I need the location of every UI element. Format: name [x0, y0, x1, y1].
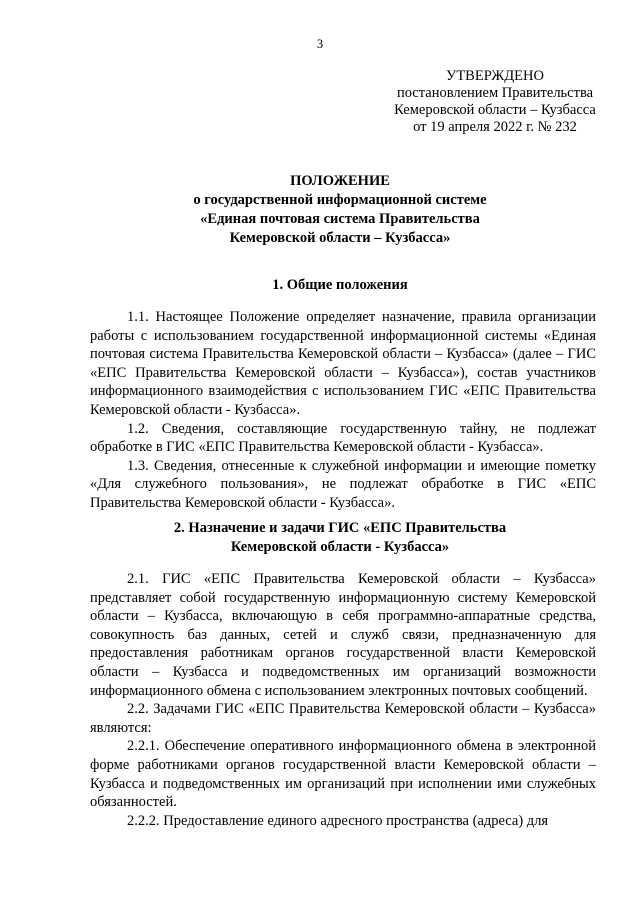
approval-stamp [380, 68, 610, 136]
title-line: «Единая почтовая система Правительства [200, 211, 480, 227]
section-heading-line: Кемеровской области - Кузбасса» [230, 539, 450, 555]
paragraph: 2.2.1. Обеспечение оперативного информационного обмена в электронной форме работниками органов государственной власти Кемеровской области – Кузбасса и подведомственных им организаций при исполнении ими служебных обязанностей. [90, 738, 596, 811]
paragraph: 1.1. Настоящее Положение определяет назначение, правила организации работы с использованием государственной информационной системы «Единая почтовая система Правительства Кемеровской области – Кузбасса» (далее – ГИС «ЕПС Правительства Кемеровской области – Кузбасса»), состав участников информационного взаимодействия с использованием ГИС «ЕПС Правительства Кемеровской области - Кузбасса». [90, 309, 596, 418]
paragraph: 2.1. ГИС «ЕПС Правительства Кемеровской области – Кузбасса» представляет собой государственную информационную систему Кемеровской области – Кузбасса, включающую в себя программно-аппаратные средства, совокупность баз данных, сетей и служб связи, предназначенную для предоставления работникам органов государственной власти Кемеровской области – Кузбасса и подведомственных им организаций возможности информационного обмена с использованием электронных почтовых сообщений. [90, 571, 596, 699]
section-1-heading [90, 276, 590, 295]
title-line: ПОЛОЖЕНИЕ [290, 173, 390, 189]
section-heading-line: 1. Общие положения [272, 277, 408, 293]
paragraph: 1.3. Сведения, отнесенные к служебной информации и имеющие пометку «Для служебного пользования», не подлежат обработке в ГИС «ЕПС Правительства Кемеровской области - Кузбасса». [90, 457, 596, 511]
paragraph: 2.2.2. Предоставление единого адресного пространства (адреса) для [127, 812, 549, 829]
title-line: о государственной информационной системе [193, 192, 487, 208]
approval-line: постановлением Правительства [396, 85, 594, 101]
approval-heading: УТВЕРЖДЕНО [446, 68, 544, 84]
section-2-heading [90, 519, 590, 557]
paragraph: 1.2. Сведения, составляющие государственную тайну, не подлежат обработке в ГИС «ЕПС Правительства Кемеровской области - Кузбасса». [90, 420, 596, 456]
page-number: 3 [316, 37, 324, 51]
approval-line: от 19 апреля 2022 г. № 232 [413, 119, 577, 135]
paragraph: 2.2. Задачами ГИС «ЕПС Правительства Кемеровской области – Кузбасса» являются: [90, 701, 596, 736]
section-heading-line: 2. Назначение и задачи ГИС «ЕПС Правительства [173, 520, 507, 536]
title-line: Кемеровской области – Кузбасса» [229, 230, 451, 246]
approval-line: Кемеровской области – Кузбасса [394, 102, 596, 118]
section-1-body [90, 308, 596, 513]
section-2-body [90, 570, 596, 830]
document-title [90, 172, 590, 248]
